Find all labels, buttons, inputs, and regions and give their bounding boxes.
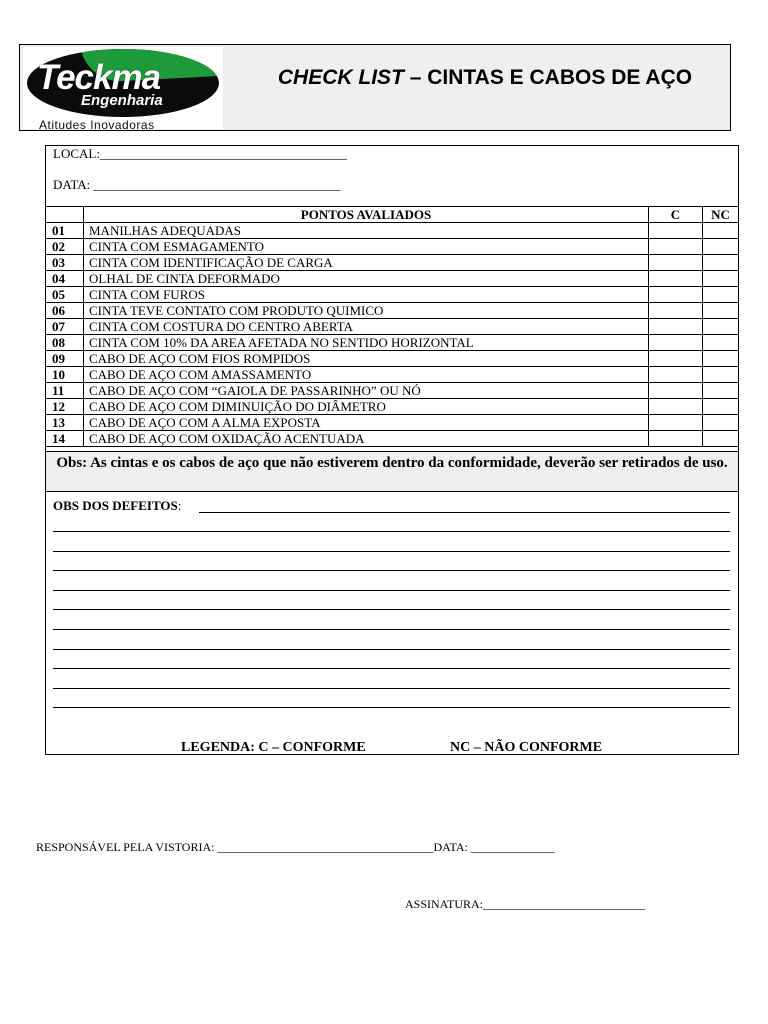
- checkbox-nao-conforme[interactable]: [703, 303, 739, 319]
- local-field[interactable]: LOCAL:______________________________________: [53, 146, 347, 161]
- signature-line[interactable]: ASSINATURA:___________________________: [405, 897, 646, 911]
- row-number: 02: [46, 239, 84, 255]
- table-row: [46, 383, 738, 399]
- title-italic: CHECK LIST: [277, 66, 404, 89]
- obs-line[interactable]: [53, 609, 730, 610]
- checkbox-conforme[interactable]: [649, 239, 703, 255]
- row-number: 10: [46, 367, 84, 383]
- row-item: CABO DE AÇO COM DIMINUIÇÃO DO DIÂMETRO: [84, 399, 649, 415]
- checkbox-nao-conforme[interactable]: [703, 223, 739, 239]
- row-item: CINTA COM COSTURA DO CENTRO ABERTA: [84, 319, 649, 335]
- obs-line[interactable]: [53, 570, 730, 571]
- legend-conforme: LEGENDA: C – CONFORME: [181, 740, 366, 755]
- table-row: [46, 431, 738, 447]
- checkbox-conforme[interactable]: [649, 319, 703, 335]
- checklist-table: [46, 206, 738, 447]
- checkbox-nao-conforme[interactable]: [703, 255, 739, 271]
- row-item: CINTA COM IDENTIFICAÇÃO DE CARGA: [84, 255, 649, 271]
- table-row: [46, 239, 738, 255]
- table-row: [46, 351, 738, 367]
- row-number: 11: [46, 383, 84, 399]
- header-nc: NC: [703, 207, 739, 223]
- row-item: CINTA COM 10% DA AREA AFETADA NO SENTIDO HORIZONTAL: [84, 335, 649, 351]
- date-field[interactable]: DATA: ______________________________________: [53, 177, 341, 192]
- checkbox-conforme[interactable]: [649, 383, 703, 399]
- table-row: [46, 303, 738, 319]
- header-c: C: [649, 207, 703, 223]
- table-row: [46, 415, 738, 431]
- checkbox-conforme[interactable]: [649, 223, 703, 239]
- obs-defects-colon: :: [177, 498, 182, 513]
- obs-line[interactable]: [53, 590, 730, 591]
- document-header: [19, 44, 731, 131]
- row-item: CINTA COM ESMAGAMENTO: [84, 239, 649, 255]
- document-title: [245, 63, 725, 93]
- checkbox-nao-conforme[interactable]: [703, 335, 739, 351]
- checkbox-nao-conforme[interactable]: [703, 431, 739, 447]
- checkbox-nao-conforme[interactable]: [703, 351, 739, 367]
- checkbox-conforme[interactable]: [649, 271, 703, 287]
- row-item: CABO DE AÇO COM AMASSAMENTO: [84, 367, 649, 383]
- obs-line[interactable]: [53, 629, 730, 630]
- row-item: CABO DE AÇO COM FIOS ROMPIDOS: [84, 351, 649, 367]
- logo-brand: Teckma: [37, 58, 161, 97]
- obs-line[interactable]: [53, 707, 730, 708]
- row-number: 01: [46, 223, 84, 239]
- obs-defects-label: [53, 498, 181, 514]
- logo-subtitle: Engenharia: [81, 92, 163, 109]
- table-row: [46, 287, 738, 303]
- checklist-form: [45, 145, 739, 755]
- table-row: [46, 319, 738, 335]
- table-row: [46, 399, 738, 415]
- checkbox-conforme[interactable]: [649, 415, 703, 431]
- checkbox-conforme[interactable]: [649, 399, 703, 415]
- responsavel-line[interactable]: RESPONSÁVEL PELA VISTORIA: ____________________________________DATA: ______________: [36, 840, 555, 854]
- header-item: PONTOS AVALIADOS: [84, 207, 649, 223]
- checkbox-conforme[interactable]: [649, 303, 703, 319]
- checkbox-conforme[interactable]: [649, 431, 703, 447]
- checkbox-nao-conforme[interactable]: [703, 415, 739, 431]
- row-number: 06: [46, 303, 84, 319]
- checkbox-nao-conforme[interactable]: [703, 319, 739, 335]
- row-number: 03: [46, 255, 84, 271]
- row-item: CABO DE AÇO COM “GAIOLA DE PASSARINHO” OU NÓ: [84, 383, 649, 399]
- table-row: [46, 271, 738, 287]
- row-item: CINTA TEVE CONTATO COM PRODUTO QUIMICO: [84, 303, 649, 319]
- checkbox-conforme[interactable]: [649, 255, 703, 271]
- checkbox-nao-conforme[interactable]: [703, 271, 739, 287]
- row-number: 08: [46, 335, 84, 351]
- row-number: 14: [46, 431, 84, 447]
- table-header-row: [46, 207, 738, 223]
- checkbox-conforme[interactable]: [649, 335, 703, 351]
- obs-line[interactable]: [53, 668, 730, 669]
- checkbox-conforme[interactable]: [649, 287, 703, 303]
- table-row: [46, 255, 738, 271]
- row-number: 09: [46, 351, 84, 367]
- obs-line[interactable]: [53, 688, 730, 689]
- checkbox-nao-conforme[interactable]: [703, 367, 739, 383]
- row-number: 04: [46, 271, 84, 287]
- checkbox-nao-conforme[interactable]: [703, 287, 739, 303]
- table-row: [46, 335, 738, 351]
- teckma-logo: [23, 47, 223, 132]
- table-row: [46, 367, 738, 383]
- row-number: 07: [46, 319, 84, 335]
- checkbox-nao-conforme[interactable]: [703, 239, 739, 255]
- title-rest: – CINTAS E CABOS DE AÇO: [403, 66, 693, 89]
- obs-note: Obs: As cintas e os cabos de aço que não estiverem dentro da conformidade, deverão ser retirados de uso.: [46, 451, 738, 492]
- obs-defects-title: OBS DOS DEFEITOS: [53, 498, 178, 513]
- row-item: CINTA COM FUROS: [84, 287, 649, 303]
- obs-line[interactable]: [53, 551, 730, 552]
- obs-line[interactable]: [53, 531, 730, 532]
- header-num-cell: [46, 207, 84, 223]
- row-number: 05: [46, 287, 84, 303]
- row-item: CABO DE AÇO COM OXIDAÇÃO ACENTUADA: [84, 431, 649, 447]
- legend-nao-conforme: NC – NÃO CONFORME: [450, 740, 603, 755]
- checkbox-nao-conforme[interactable]: [703, 399, 739, 415]
- row-number: 12: [46, 399, 84, 415]
- row-item: MANILHAS ADEQUADAS: [84, 223, 649, 239]
- checkbox-conforme[interactable]: [649, 351, 703, 367]
- row-number: 13: [46, 415, 84, 431]
- checkbox-nao-conforme[interactable]: [703, 383, 739, 399]
- table-row: [46, 223, 738, 239]
- row-item: OLHAL DE CINTA DEFORMADO: [84, 271, 649, 287]
- obs-line[interactable]: [199, 512, 730, 513]
- obs-line[interactable]: [53, 649, 730, 650]
- checkbox-conforme[interactable]: [649, 367, 703, 383]
- logo-slogan: Atitudes Inovadoras: [39, 118, 155, 132]
- row-item: CABO DE AÇO COM A ALMA EXPOSTA: [84, 415, 649, 431]
